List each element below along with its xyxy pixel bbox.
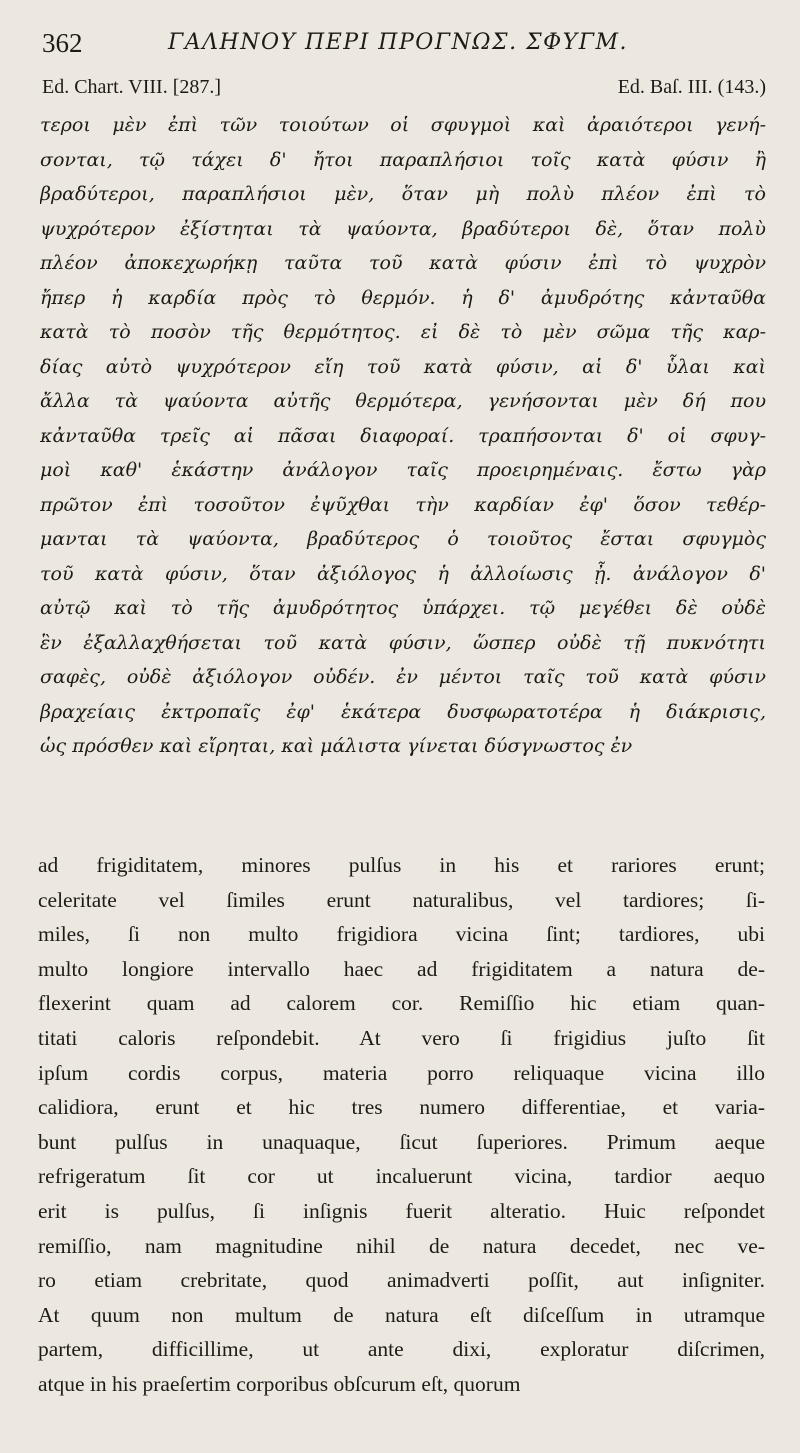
greek-text-line: ἓν ἐξαλλαχθήσεται τοῦ κατὰ φύσιν, ὥσπερ οὐδὲ τῇ πυκνότητι: [40, 631, 766, 654]
greek-text-line: σονται, τῷ τάχει δ' ἤτοι παραπλήσιοι τοῖς κατὰ φύσιν ἢ: [40, 148, 766, 171]
greek-text-line: πλέον ἀποκεχωρήκῃ ταῦτα τοῦ κατὰ φύσιν ἐπὶ τὸ ψυχρὸν: [40, 252, 766, 274]
greek-text-line: τεροι μὲν ἐπὶ τῶν τοιούτων οἱ σφυγμοὶ καὶ ἀραιότεροι γενή-: [40, 114, 766, 136]
latin-text-line: bunt pulſus in unaquaque, ſicut ſuperiores. Primum aeque: [38, 1129, 765, 1154]
latin-text-line: atque in his praeſertim corporibus obſcurum eſt, quorum: [38, 1371, 521, 1396]
greek-text-line: πρῶτον ἐπὶ τοσοῦτον ἐψῦχθαι τὴν καρδίαν ἐφ' ὅσον τεθέρ-: [40, 493, 766, 516]
latin-text-block: [38, 848, 765, 1402]
latin-text-line: refrigeratum ſit cor ut incaluerunt vicina, tardior aequo: [38, 1164, 765, 1189]
running-head: [42, 28, 768, 62]
edition-basel-reference: Ed. Baſ. III. (143.): [617, 76, 766, 98]
greek-text-line: τοῦ κατὰ φύσιν, ὅταν ἀξιόλογος ἡ ἀλλοίωσις ᾖ. ἀνάλογον δ': [40, 562, 766, 585]
latin-text-line: calidiora, erunt et hic tres numero differentiae, et varia-: [38, 1095, 765, 1120]
greek-text-line: δίας αὐτὸ ψυχρότερον εἴη τοῦ κατὰ φύσιν, αἱ δ' ὗλαι καὶ: [40, 355, 766, 378]
greek-text-line: βραδύτεροι, παραπλήσιοι μὲν, ὅταν μὴ πολὺ πλέον ἐπὶ τὸ: [40, 183, 766, 205]
latin-text-line: miles, ſi non multo frigidiora vicina ſint; tardiores, ubi: [38, 922, 765, 947]
greek-text-block: [40, 108, 766, 764]
greek-text-line: κατὰ τὸ ποσὸν τῆς θερμότητος. εἰ δὲ τὸ μὲν σῶμα τῆς καρ-: [40, 321, 766, 343]
latin-text-line: erit is pulſus, ſi inſignis fuerit alteratio. Huic reſpondet: [38, 1198, 765, 1223]
greek-text-line: ἄλλα τὰ ψαύοντα αὐτῆς θερμότερα, γενήσονται μὲν δή που: [40, 390, 766, 412]
latin-text-line: remiſſio, nam magnitudine nihil de natura decedet, nec ve-: [38, 1233, 765, 1258]
greek-text-line: βραχείαις ἐκτροπαῖς ἐφ' ἑκάτερα δυσφωρατοτέρα ἡ διάκρισις,: [40, 700, 766, 723]
edition-chart-reference: Ed. Chart. VIII. [287.]: [42, 76, 222, 98]
latin-text-line: ipſum cordis corpus, materia porro reliquaque vicina illo: [38, 1060, 765, 1085]
page-number: 362: [42, 28, 83, 58]
greek-text-line: ψυχρότερον ἐξίστηται τὰ ψαύοντα, βραδύτεροι δὲ, ὅταν πολὺ: [40, 217, 766, 240]
greek-text-line: σαφὲς, οὐδὲ ἀξιόλογον οὐδέν. ἐν μέντοι ταῖς τοῦ κατὰ φύσιν: [40, 666, 766, 688]
running-title: ΓΑΛΗΝΟΥ ΠΕΡΙ ΠΡΟΓΝΩΣ. ΣΦΥΓΜ.: [168, 30, 628, 55]
edition-references: [42, 76, 766, 104]
latin-text-line: ad frigiditatem, minores pulſus in his et rariores erunt;: [38, 853, 765, 877]
latin-text-line: celeritate vel ſimiles erunt naturalibus, vel tardiores; ſi-: [38, 887, 765, 912]
greek-text-line: κἀνταῦθα τρεῖς αἱ πᾶσαι διαφοραί. τραπήσονται δ' οἱ σφυγ-: [40, 424, 766, 447]
latin-text-line: flexerint quam ad calorem cor. Remiſſio hic etiam quan-: [38, 991, 765, 1016]
latin-text-line: partem, difficillime, ut ante dixi, exploratur diſcrimen,: [38, 1337, 765, 1362]
greek-text-line: αὐτῷ καὶ τὸ τῆς ἀμυδρότητος ὑπάρχει. τῷ μεγέθει δὲ οὐδὲ: [40, 597, 766, 619]
greek-text-line: ἤπερ ἡ καρδία πρὸς τὸ θερμόν. ἡ δ' ἀμυδρότης κἀνταῦθα: [40, 286, 766, 309]
latin-text-line: At quum non multum de natura eſt diſceſſum in utramque: [38, 1302, 765, 1327]
latin-text-line: multo longiore intervallo haec ad frigiditatem a natura de-: [38, 956, 765, 981]
latin-text-line: ro etiam crebritate, quod animadverti poſſit, aut inſigniter.: [38, 1268, 765, 1293]
latin-text-line: titati caloris reſpondebit. At vero ſi frigidius juſto ſit: [38, 1025, 765, 1050]
greek-text-line: ὡς πρόσθεν καὶ εἴρηται, καὶ μάλιστα γίνεται δύσγνωστος ἐν: [40, 735, 633, 757]
greek-text-line: μοὶ καθ' ἑκάστην ἀνάλογον ταῖς προειρημέναις. ἔστω γὰρ: [40, 459, 766, 481]
greek-text-line: μανται τὰ ψαύοντα, βραδύτερος ὁ τοιοῦτος ἔσται σφυγμὸς: [40, 528, 766, 550]
